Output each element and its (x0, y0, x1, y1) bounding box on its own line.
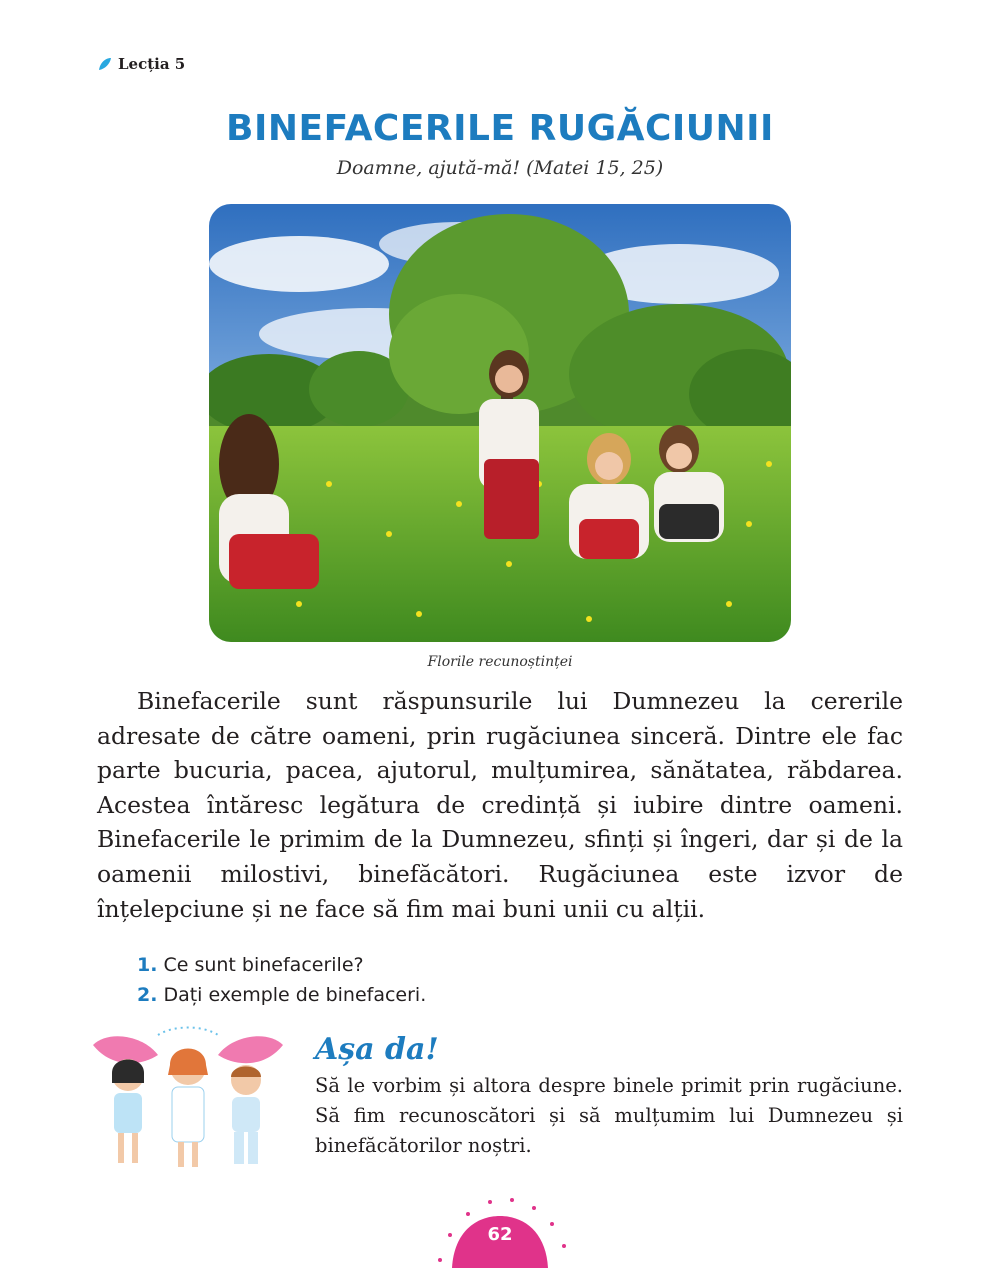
bible-quote: Doamne, ajută-mă! (Matei 15, 25) (336, 157, 664, 179)
asa-da-heading: Așa da! (315, 1032, 439, 1067)
leaf-icon (98, 57, 112, 71)
question-list (137, 950, 426, 1010)
photo-caption: Florile recunoștinței (427, 654, 573, 670)
lesson-tag (98, 55, 185, 73)
page-number: 62 (487, 1224, 513, 1245)
question-item (137, 980, 426, 1010)
lesson-paragraph: Binefacerile sunt răspunsurile lui Dumnezeu la cererile adresate de către oameni, prin rugăciunea sinceră. Dintre ele fac parte bucuria, pacea, ajutorul, mulțumirea, sănătatea, răbdarea. Acestea întăresc legătura de credință și iubire dintre oameni. Binefacerile le primim de la Dumnezeu, sfinți și îngeri, dar și de la oamenii milostivi, binefăcători. Rugăciunea este izvor de înțelepciune și ne face să fim mai buni unii cu alții. (97, 687, 903, 923)
question-text: Dați exemple de binefaceri. (163, 984, 427, 1006)
question-text: Ce sunt binefacerile? (163, 954, 364, 976)
question-number: 2. (137, 984, 158, 1006)
page-title: BINEFACERILE RUGĂCIUNII (226, 108, 774, 149)
lesson-label: Lecția 5 (118, 55, 186, 73)
lesson-photo (209, 204, 791, 642)
question-item (137, 950, 426, 980)
question-number: 1. (137, 954, 158, 976)
children-angels-illustration (88, 1025, 288, 1175)
asa-da-text: Să le vorbim și altora despre binele primit prin rugăciune. Să fim recunoscători și să mulțumim lui Dumnezeu și binefăcătorilor noștri. (315, 1074, 903, 1157)
